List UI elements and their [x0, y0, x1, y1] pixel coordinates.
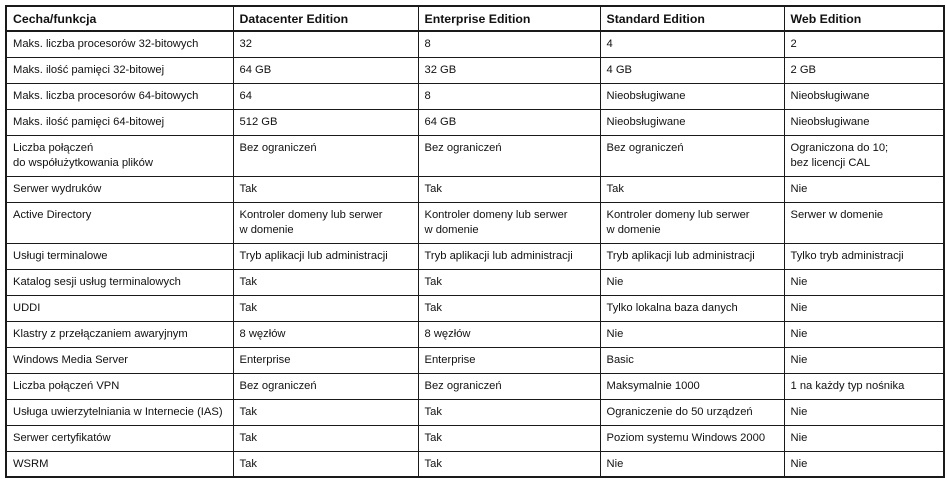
table-cell: Ograniczenie do 50 urządzeń — [600, 399, 784, 425]
header-row — [6, 6, 944, 31]
table-cell: 32 — [233, 31, 418, 57]
table-row — [6, 243, 944, 269]
table-cell: 4 — [600, 31, 784, 57]
table-cell: Enterprise — [418, 347, 600, 373]
table-row — [6, 135, 944, 176]
table-cell: 2 — [784, 31, 944, 57]
table-row — [6, 451, 944, 477]
table-cell: Windows Media Server — [6, 347, 233, 373]
table-cell: Nie — [784, 451, 944, 477]
table-cell: Tak — [600, 176, 784, 202]
table-cell: 64 GB — [418, 109, 600, 135]
table-cell: 8 — [418, 31, 600, 57]
table-cell: Bez ograniczeń — [233, 373, 418, 399]
table-cell: Nieobsługiwane — [600, 83, 784, 109]
table-cell: Maks. ilość pamięci 64-bitowej — [6, 109, 233, 135]
table-cell: 4 GB — [600, 57, 784, 83]
table-cell: WSRM — [6, 451, 233, 477]
table-cell: Tak — [418, 425, 600, 451]
table-row — [6, 83, 944, 109]
header-web: Web Edition — [784, 6, 944, 31]
table-row — [6, 176, 944, 202]
table-cell: Nie — [600, 269, 784, 295]
table-cell: Maks. liczba procesorów 32-bitowych — [6, 31, 233, 57]
table-cell: Nie — [784, 425, 944, 451]
table-cell: Kontroler domeny lub serwer w domenie — [600, 202, 784, 243]
table-cell: 64 — [233, 83, 418, 109]
table-cell: Tak — [233, 399, 418, 425]
table-row — [6, 31, 944, 57]
table-cell: 512 GB — [233, 109, 418, 135]
table-cell: Nie — [784, 295, 944, 321]
table-cell: Maks. ilość pamięci 32-bitowej — [6, 57, 233, 83]
table-cell: UDDI — [6, 295, 233, 321]
header-datacenter: Datacenter Edition — [233, 6, 418, 31]
table-cell: Klastry z przełączaniem awaryjnym — [6, 321, 233, 347]
table-cell: 8 węzłów — [418, 321, 600, 347]
table-cell: Poziom systemu Windows 2000 — [600, 425, 784, 451]
table-cell: Nie — [784, 347, 944, 373]
table-cell: 64 GB — [233, 57, 418, 83]
table-cell: Tryb aplikacji lub administracji — [600, 243, 784, 269]
table-cell: 32 GB — [418, 57, 600, 83]
table-cell: Serwer certyfikatów — [6, 425, 233, 451]
table-cell: Ograniczona do 10; bez licencji CAL — [784, 135, 944, 176]
table-row — [6, 295, 944, 321]
table-cell: Tylko lokalna baza danych — [600, 295, 784, 321]
table-cell: Active Directory — [6, 202, 233, 243]
table-row — [6, 347, 944, 373]
table-cell: Usługa uwierzytelniania w Internecie (IAS) — [6, 399, 233, 425]
table-row — [6, 57, 944, 83]
table-cell: Maks. liczba procesorów 64-bitowych — [6, 83, 233, 109]
table-cell: Tak — [418, 295, 600, 321]
table-cell: Maksymalnie 1000 — [600, 373, 784, 399]
table-cell: Nie — [784, 176, 944, 202]
table-header — [6, 6, 944, 31]
table-cell: Nieobsługiwane — [784, 109, 944, 135]
header-standard: Standard Edition — [600, 6, 784, 31]
table-cell: Katalog sesji usług terminalowych — [6, 269, 233, 295]
table-cell: Tak — [418, 176, 600, 202]
table-row — [6, 425, 944, 451]
table-cell: Tak — [418, 269, 600, 295]
table-cell: Tak — [233, 425, 418, 451]
table-cell: Nie — [784, 321, 944, 347]
table-cell: Tak — [233, 295, 418, 321]
table-cell: Tak — [233, 451, 418, 477]
table-cell: 1 na każdy typ nośnika — [784, 373, 944, 399]
header-feature: Cecha/funkcja — [6, 6, 233, 31]
table-row — [6, 269, 944, 295]
table-cell: Nieobsługiwane — [784, 83, 944, 109]
table-cell: Tak — [233, 176, 418, 202]
table-cell: 2 GB — [784, 57, 944, 83]
table-cell: Tryb aplikacji lub administracji — [233, 243, 418, 269]
table-cell: Kontroler domeny lub serwer w domenie — [418, 202, 600, 243]
table-row — [6, 399, 944, 425]
table-cell: Bez ograniczeń — [233, 135, 418, 176]
table-cell: Nie — [784, 399, 944, 425]
header-enterprise: Enterprise Edition — [418, 6, 600, 31]
table-cell: 8 węzłów — [233, 321, 418, 347]
table-cell: Kontroler domeny lub serwer w domenie — [233, 202, 418, 243]
table-cell: Tylko tryb administracji — [784, 243, 944, 269]
table-cell: Tak — [418, 451, 600, 477]
table-cell: Nie — [600, 321, 784, 347]
table-body — [6, 31, 944, 477]
table-row — [6, 321, 944, 347]
table-cell: Enterprise — [233, 347, 418, 373]
table-cell: Tryb aplikacji lub administracji — [418, 243, 600, 269]
table-cell: Usługi terminalowe — [6, 243, 233, 269]
table-cell: Serwer w domenie — [784, 202, 944, 243]
table-row — [6, 202, 944, 243]
table-cell: Nieobsługiwane — [600, 109, 784, 135]
table-cell: Tak — [233, 269, 418, 295]
table-cell: Liczba połączeń do współużytkowania plików — [6, 135, 233, 176]
table-cell: Bez ograniczeń — [418, 373, 600, 399]
table-row — [6, 109, 944, 135]
table-row — [6, 373, 944, 399]
table-cell: 8 — [418, 83, 600, 109]
table-cell: Bez ograniczeń — [600, 135, 784, 176]
table-cell: Basic — [600, 347, 784, 373]
edition-comparison-table — [5, 5, 945, 478]
table-cell: Nie — [784, 269, 944, 295]
table-cell: Tak — [418, 399, 600, 425]
table-cell: Nie — [600, 451, 784, 477]
table-cell: Bez ograniczeń — [418, 135, 600, 176]
table-cell: Liczba połączeń VPN — [6, 373, 233, 399]
table-cell: Serwer wydruków — [6, 176, 233, 202]
